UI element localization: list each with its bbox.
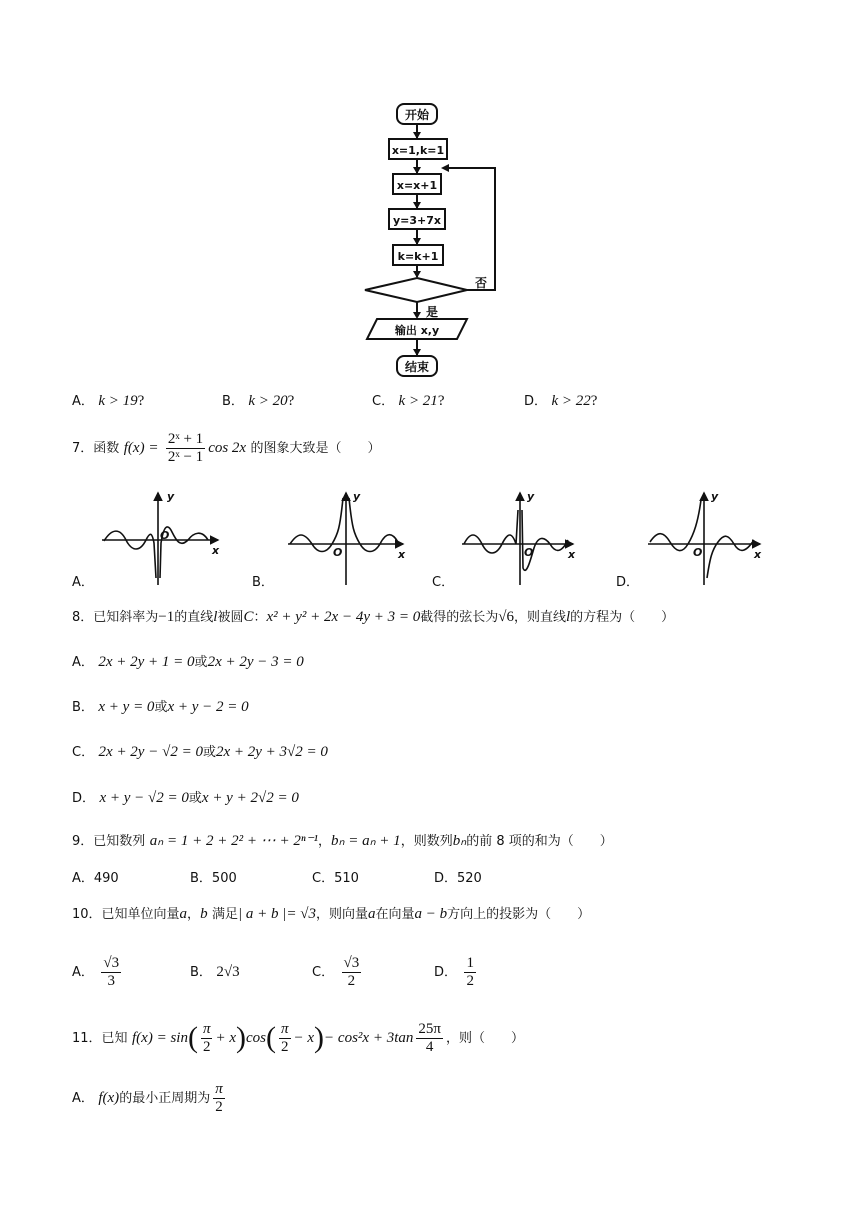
- q7-c-axis-y: y: [527, 490, 535, 503]
- q7-cos: cos 2x: [208, 440, 247, 456]
- q9-option-d: D．520: [434, 871, 482, 886]
- q7-d-axis-x: x: [754, 548, 762, 561]
- q11-two-b: 2: [281, 1038, 289, 1055]
- q11-tan-den: 4: [425, 1038, 434, 1055]
- q6-a-label: A．: [72, 394, 94, 409]
- q8-c-label: C．: [72, 745, 95, 760]
- q6-b-expr: k > 20: [248, 393, 288, 409]
- q11-fx: f(x) = sin: [132, 1030, 188, 1046]
- q11-paren-close-2: ): [314, 1021, 325, 1054]
- q11-minus-x: − x: [293, 1030, 315, 1046]
- q6-b-qmark: ?: [287, 393, 295, 409]
- q7-fx: f(x) =: [123, 440, 159, 456]
- q8-c-eq1: 2x + 2y − √2 = 0: [98, 744, 203, 760]
- q8-line-l-2: l: [566, 609, 571, 625]
- q8-colon: ：: [253, 610, 267, 625]
- q7-prefix: 函数: [93, 441, 120, 456]
- q8-c-eq2: 2x + 2y + 3√2 = 0: [215, 744, 328, 760]
- q11-option-a: [72, 1076, 228, 1120]
- q10-a-den: 3: [107, 972, 115, 989]
- q8-text-4: 截得的弦长为: [420, 610, 499, 625]
- q10-cond: | a + b |= √3: [238, 906, 317, 922]
- q6-d-qmark: ?: [590, 393, 598, 409]
- q7-frac-num: 2ˣ + 1: [167, 430, 204, 447]
- q10-b: b: [200, 906, 208, 922]
- q7-stem: [72, 428, 381, 468]
- q10-a-fraction: [101, 955, 121, 990]
- q8-a-eq1: 2x + 2y + 1 = 0: [98, 654, 195, 670]
- q6-a-qmark: ?: [137, 393, 145, 409]
- q10-b-value: 2√3: [216, 964, 240, 980]
- flowchart-no-label: 否: [474, 276, 488, 290]
- q8-c-or: 或: [202, 745, 216, 760]
- q6-a-expr: k > 19: [98, 393, 138, 409]
- flowchart-step3-text: k=k+1: [397, 250, 439, 263]
- flowchart-start-text: 开始: [404, 108, 430, 122]
- q10-stem: [72, 904, 590, 925]
- q10-c-num: √3: [343, 954, 360, 971]
- q7-graph-c-label: C．: [432, 575, 455, 590]
- q10-text-5: 方向上的投影为（ ）: [447, 907, 591, 922]
- q10-c-label: C．: [312, 965, 335, 980]
- q6-option-b: [222, 391, 294, 412]
- q8-option-c: [72, 742, 328, 763]
- flowchart-init-text: x=1,k=1: [391, 144, 445, 157]
- q9-option-c: C．510: [312, 871, 359, 886]
- q11-a-text: 的最小正周期为: [119, 1091, 211, 1106]
- q11-pi-b: π: [281, 1020, 289, 1037]
- q8-chord: √6: [498, 609, 514, 625]
- q7-d-axis-y: y: [711, 490, 719, 503]
- q8-text-3: 被圆: [217, 610, 244, 625]
- q9-text-1: 9．已知数列: [72, 834, 146, 849]
- q11-a-fraction: [213, 1081, 225, 1116]
- q9-stem: [72, 831, 613, 852]
- q9-text-2: ，则数列: [400, 834, 453, 849]
- q6-c-label: C．: [372, 394, 395, 409]
- q7-b-axis-y: y: [353, 490, 361, 503]
- q6-b-label: B．: [222, 394, 244, 409]
- q8-a-label: A．: [72, 655, 94, 670]
- q10-text-3: ，则向量: [316, 907, 369, 922]
- q6-c-qmark: ?: [437, 393, 445, 409]
- q11-pi-a: π: [202, 1020, 211, 1037]
- q11-two-a: 2: [202, 1038, 211, 1055]
- q6-option-c: [372, 391, 444, 412]
- q10-d-label: D．: [434, 965, 458, 980]
- q8-text-6: 的方程为（ ）: [570, 610, 675, 625]
- q8-d-eq1: x + y − √2 = 0: [99, 790, 189, 806]
- q11-pi-over-2-b: [279, 1021, 291, 1056]
- q11-paren-close-1: ): [236, 1021, 246, 1054]
- q10-option-a: [72, 950, 124, 994]
- q10-d-den: 2: [466, 972, 474, 989]
- q11-stem: [72, 1016, 524, 1060]
- q9-bn2: bₙ: [452, 833, 467, 849]
- q8-line-l: l: [213, 609, 218, 625]
- q8-text-5: ，则直线: [513, 610, 566, 625]
- q7-c-axis-x: x: [568, 548, 576, 561]
- q11-tan-num: 25π: [418, 1020, 441, 1037]
- q10-c-fraction: [342, 955, 362, 990]
- flowchart-decision-diamond: [365, 278, 467, 302]
- q10-a-num: √3: [103, 954, 120, 971]
- q11-a-label: A．: [72, 1091, 94, 1106]
- q7-d-origin: O: [693, 546, 703, 559]
- flowchart-end-text: 结束: [404, 360, 430, 374]
- q7-frac-den: 2ˣ − 1: [167, 448, 204, 465]
- q8-circle-eq: x² + y² + 2x − 4y + 3 = 0: [266, 609, 421, 625]
- q8-circle-c: C: [243, 609, 254, 625]
- q7-b-origin: O: [333, 546, 343, 559]
- q8-b-label: B．: [72, 700, 94, 715]
- q7-b-axis-x: x: [398, 548, 406, 561]
- q11-paren-open-2: (: [266, 1021, 276, 1054]
- q10-text-4: 在向量: [375, 907, 415, 922]
- q8-option-d: [72, 788, 299, 809]
- q10-option-b: [190, 950, 240, 994]
- q6-d-expr: k > 22: [551, 393, 591, 409]
- q7-graph-b: [288, 493, 403, 585]
- q10-text-1: 10．已知单位向量: [72, 907, 180, 922]
- q11-text-1: 11．已知: [72, 1031, 128, 1046]
- q11-a-den: 2: [215, 1098, 223, 1115]
- q9-an: aₙ = 1 + 2 + 2² + ⋯ + 2ⁿ⁻¹: [149, 833, 318, 849]
- q7-c-origin: O: [524, 546, 534, 559]
- q8-d-or: 或: [188, 791, 202, 806]
- flowchart-step1-text: x=x+1: [396, 179, 438, 192]
- q11-plus-x: + x: [215, 1030, 236, 1046]
- flowchart-yes-label: 是: [425, 305, 439, 319]
- q11-cos: cos: [246, 1030, 266, 1046]
- q10-text-2: 满足: [212, 907, 239, 922]
- q8-b-eq2: x + y − 2 = 0: [167, 699, 249, 715]
- q7-graph-c: [462, 493, 573, 585]
- q7-graph-a-label: A．: [72, 575, 94, 590]
- q11-pi-over-2-a: [201, 1021, 213, 1056]
- q9-text-3: 的前 8 项的和为（ ）: [466, 834, 613, 849]
- q8-a-or: 或: [194, 655, 208, 670]
- q8-stem: [72, 607, 674, 628]
- flowchart-step2-text: y=3+7x: [392, 214, 442, 227]
- q10-c-den: 2: [347, 972, 356, 989]
- q7-number: 7．: [72, 441, 94, 456]
- q6-option-a: [72, 391, 144, 412]
- q7-graph-b-label: B．: [252, 575, 274, 590]
- q7-a-axis-x: x: [212, 544, 220, 557]
- q9-bn: bₙ = aₙ + 1: [330, 833, 401, 849]
- q6-c-expr: k > 21: [398, 393, 438, 409]
- q10-sep: ，: [187, 907, 201, 922]
- q9-option-a: A．490: [72, 871, 119, 886]
- q7-graphs: [60, 488, 800, 593]
- q11-a-num: π: [215, 1080, 223, 1097]
- flowchart-loop-line: [443, 168, 495, 290]
- q10-a-2: a: [368, 906, 376, 922]
- q9-comma: ，: [317, 834, 331, 849]
- q10-option-d: [434, 950, 479, 994]
- q7-a-axis-y: y: [167, 490, 175, 503]
- q8-option-b: [72, 697, 249, 718]
- q6-option-d: [524, 391, 597, 412]
- q8-slope: −1: [158, 609, 175, 625]
- q8-option-a: [72, 652, 304, 673]
- q6-d-label: D．: [524, 394, 548, 409]
- q7-graph-d: [648, 493, 760, 585]
- q8-text-1: 8．已知斜率为: [72, 610, 159, 625]
- q7-suffix: 的图象大致是（ ）: [250, 441, 381, 456]
- q7-a-origin: O: [160, 529, 170, 542]
- flowchart: [355, 95, 505, 380]
- q10-d-num: 1: [466, 954, 474, 971]
- q10-a: a: [179, 906, 188, 922]
- q11-a-fx: f(x): [98, 1090, 120, 1106]
- q7-graph-d-label: D．: [616, 575, 640, 590]
- q8-text-2: 的直线: [174, 610, 214, 625]
- q11-rest: − cos²x + 3tan: [324, 1030, 414, 1046]
- q7-fraction: [166, 431, 205, 466]
- q8-a-eq2: 2x + 2y − 3 = 0: [207, 654, 304, 670]
- q9-option-b: B．500: [190, 871, 237, 886]
- q10-a-minus-b: a − b: [414, 906, 448, 922]
- flowchart-output-text: 输出 x,y: [394, 324, 440, 337]
- q11-paren-open-1: (: [187, 1021, 198, 1054]
- q8-d-label: D．: [72, 791, 96, 806]
- q11-tan-fraction: [416, 1021, 443, 1056]
- q8-b-eq1: x + y = 0: [98, 699, 155, 715]
- q8-b-or: 或: [154, 700, 168, 715]
- q10-a-label: A．: [72, 965, 94, 980]
- q10-b-label: B．: [190, 965, 212, 980]
- q10-option-c: [312, 950, 364, 994]
- q11-text-2: ，则（ ）: [445, 1031, 524, 1046]
- q8-d-eq2: x + y + 2√2 = 0: [201, 790, 299, 806]
- q10-d-fraction: [464, 955, 476, 990]
